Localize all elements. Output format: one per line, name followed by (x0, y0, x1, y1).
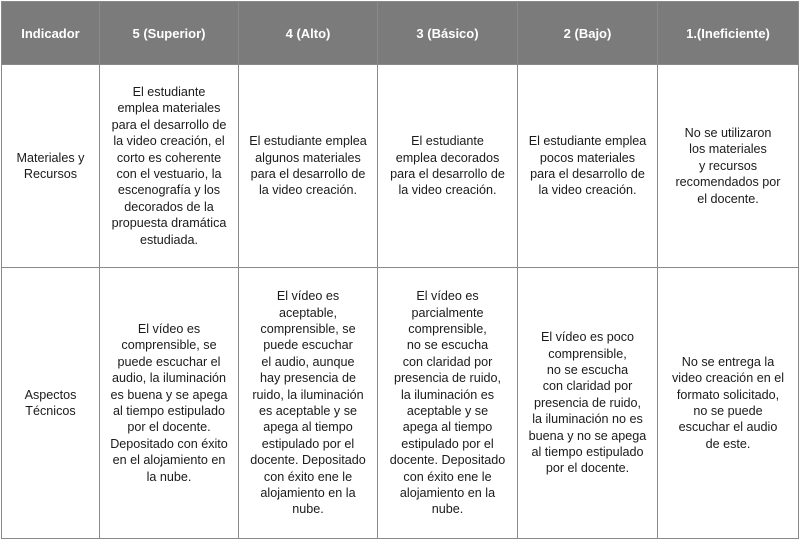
table-row-tecnicos (2, 268, 799, 539)
cell-text: El estudiante emplea pocos materiales para el desarrollo de la video creación. (528, 134, 647, 198)
header-alto: 4 (Alto) (239, 2, 378, 65)
cell-text: No se entrega la video creación en el formato solicitado, no se puede escuchar el audio de este. (671, 354, 784, 451)
rubric-table (1, 1, 799, 539)
header-indicador: Indicador (2, 2, 100, 65)
cell-text: El vídeo es parcialmente comprensible, no se escucha con claridad por presencia de ruido, la iluminación es aceptable y se apega al tiempo estipulado por el docente. Depositado con éxito ene le alojamiento en la nube. (389, 289, 506, 517)
header-bajo: 2 (Bajo) (518, 2, 658, 65)
cell-text: El estudiante emplea materiales para el desarrollo de la video creación, el corto es coherente con el vestuario, la escenografía y los decorados de la propuesta dramática estudiada. (111, 84, 227, 247)
cell-tecnicos-alto (239, 268, 378, 539)
cell-text: El vídeo es aceptable, comprensible, se puede escuchar el audio, aunque hay presencia de ruido, la iluminación es aceptable y se apega al tiempo estipulado por el docente. Depositado con éxito ene le alojamiento en la nube. (250, 289, 366, 517)
header-basico: 3 (Básico) (378, 2, 518, 65)
cell-materiales-bajo (518, 65, 658, 268)
cell-materiales-alto (239, 65, 378, 268)
rubric-body (2, 65, 799, 539)
cell-tecnicos-ineficiente (658, 268, 799, 539)
row-indicator-materiales (2, 65, 100, 268)
cell-text: El vídeo es comprensible, se puede escuchar el audio, la iluminación es buena y se apega al tiempo estipulado por el docente. Depositado con éxito en el alojamiento en la nube. (110, 321, 228, 484)
cell-materiales-superior (100, 65, 239, 268)
cell-tecnicos-basico (378, 268, 518, 539)
cell-materiales-ineficiente (658, 65, 799, 268)
header-ineficiente: 1.(Ineficiente) (658, 2, 799, 65)
table-row-materiales (2, 65, 799, 268)
cell-tecnicos-bajo (518, 268, 658, 539)
cell-text: El vídeo es poco comprensible, no se escucha con claridad por presencia de ruido, la iluminación no es buena y no se apega al tiempo estipulado por el docente. (528, 330, 647, 476)
indicator-label: Materiales y Recursos (16, 150, 85, 181)
cell-text: El estudiante emplea decorados para el desarrollo de la video creación. (390, 134, 505, 198)
cell-materiales-basico (378, 65, 518, 268)
cell-text: No se utilizaron los materiales y recursos recomendados por el docente. (675, 125, 781, 206)
header-superior: 5 (Superior) (100, 2, 239, 65)
cell-text: El estudiante emplea algunos materiales para el desarrollo de la video creación. (249, 134, 367, 198)
indicator-label: Aspectos Técnicos (24, 387, 77, 418)
header-row (2, 2, 799, 65)
rubric-header (2, 2, 799, 65)
row-indicator-tecnicos (2, 268, 100, 539)
cell-tecnicos-superior (100, 268, 239, 539)
